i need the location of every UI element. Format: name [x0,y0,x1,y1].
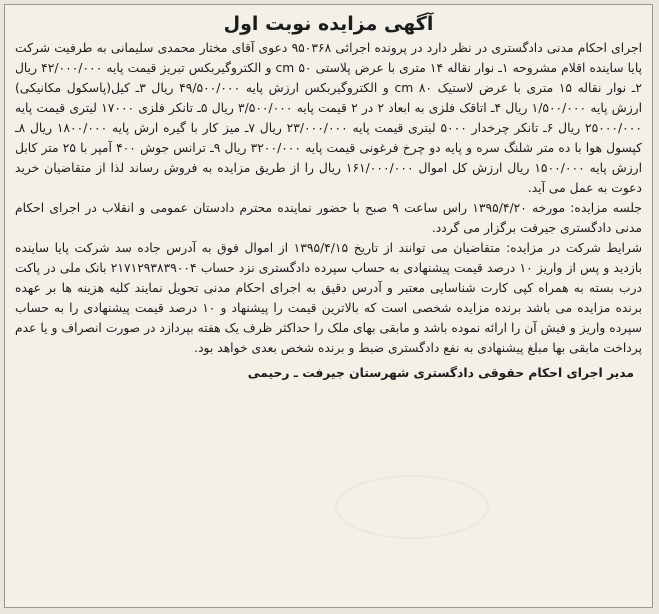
notice-clipping [4,4,653,608]
auction-session-paragraph: جلسه مزایده: مورخه ۱۳۹۵/۴/۲۰ راس ساعت ۹ صبح با حضور نماینده محترم دادستان عمومی و انقلاب در اجرای احکام مدنی دادگستری جیرفت برگزار می گردد. [15,201,642,235]
faint-stamp-mark [335,475,489,539]
auction-items-paragraph: اجرای احکام مدنی دادگستری در نظر دارد در پرونده اجرائی ۹۵۰۳۶۸ دعوی آقای مختار محمدی سلیمانی به طرفیت شرکت پایا ساینده اقلام مشروحه ۱ـ نوار نقاله ۱۴ متری با عرض پلاستی ۵۰ cm و الکتروگیربکس تبریز قیمت پایه ۴۲/۰۰۰/۰۰۰ ریال ۲ـ نوار نقاله ۱۵ متری با عرض لاستیک ۸۰ cm و الکتروگیربکس ارزش پایه ۴۹/۵۰۰/۰۰۰ ریال ۳ـ کیل(پاسکول مکانیکی) ارزش پایه ۱/۵۰۰/۰۰۰ ریال ۴ـ اتاقک فلزی به ابعاد ۲ در ۲ قیمت پایه ۳/۵۰۰/۰۰۰ ریال ۵ـ تانکر فلزی ۱۷۰۰۰ لیتری قیمت پایه ۲۵۰۰۰/۰۰۰ ریال ۶ـ تانکر چرخدار ۵۰۰۰ لیتری قیمت پایه ۲۳/۰۰۰/۰۰۰ ریال ۷ـ میز کار با گیره ارش پایه ۱۸۰۰/۰۰۰ ریال ۸ـ کپسول هوا با ده متر شلنگ سره و پایه دو چرخ فرغونی قیمت پایه ۳۲۰۰/۰۰۰ ریال ۹ـ ترانس جوش ۴۰۰ آمپر با ۲۵ متر کابل ارزش پایه ۱۵۰۰/۰۰۰ ریال ارزش کل اموال ۱۶۱/۰۰۰/۰۰۰ ریال را از طریق مزایده به فروش رساند لذا از متقاضیان خرید دعوت به عمل می آید. [15,41,643,195]
notice-title: آگهی مزایده نوبت اول [223,13,434,35]
participation-conditions-paragraph: شرایط شرکت در مزایده: متقاضیان می توانند از تاریخ ۱۳۹۵/۴/۱۵ از اموال فوق به آدرس جاده سد شرکت پایا ساینده بازدید و پس از واریز ۱۰ درصد قیمت پیشنهادی به حساب سپرده دادگستری نزد حساب ۲۱۷۱۲۹۳۸۳۹۰۰۴ بانک ملی در پاکت درب بسته به همراه کپی کارت شناسایی معتبر و آدرس دقیق به اجرای احکام مدنی تحویل نمایند کلیه هزینه ها بر عهده برنده مزایده می باشد برنده مزایده شخصی است که بالاترین قیمت را پیشنهاد و ۱۰ درصد قیمت پیشنهادی را به حساب سپرده واریز و فیش آن را ارائه نموده باشد و مابقی بهای ملک را حداکثر ظرف یک هفته بپردازد در صورت انصراف و یا عدم پرداخت مابقی بها مبلغ پیشنهادی به نفع دادگستری ضبط و برنده شخص بعدی خواهد بود. [15,241,642,355]
issuer-signature-line: مدیر اجرای احکام حقوقی دادگستری شهرستان جیرفت ـ رحیمی [247,366,634,380]
